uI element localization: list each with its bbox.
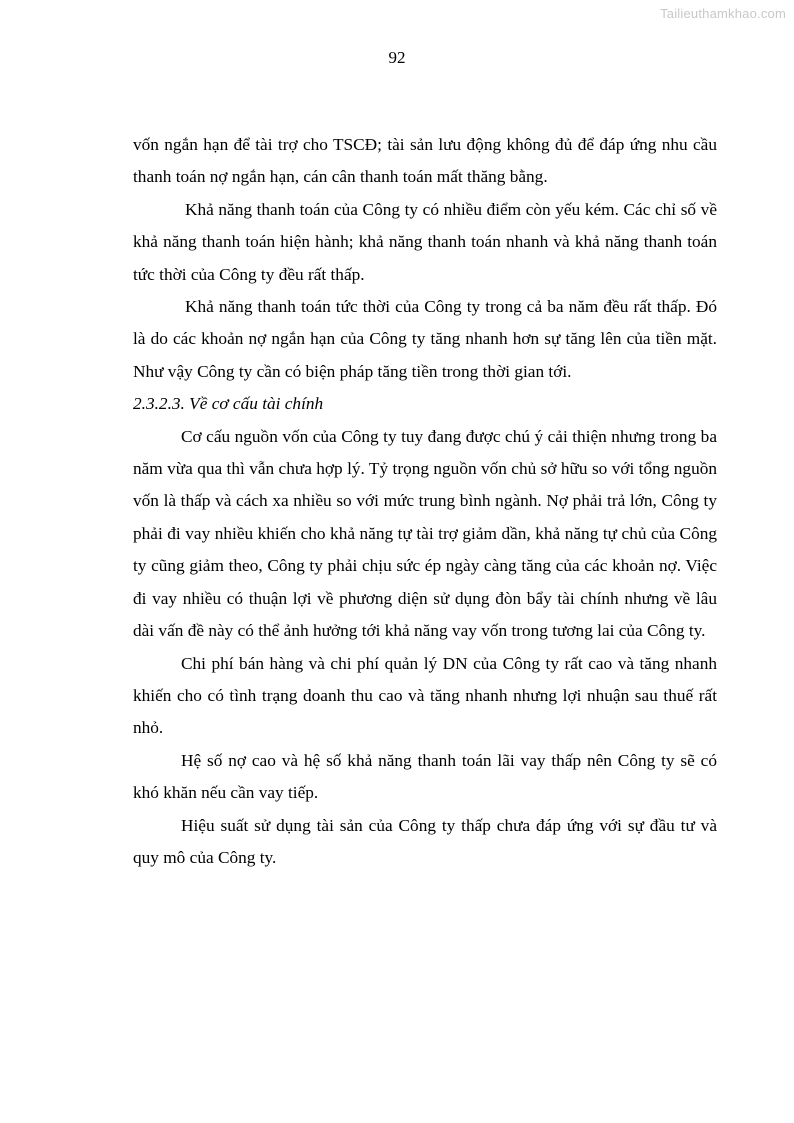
- paragraph-capital-structure: Cơ cấu nguồn vốn của Công ty tuy đang được chú ý cải thiện nhưng trong ba năm vừa qua thì vẫn chưa hợp lý. Tỷ trọng nguồn vốn chủ sở hữu so với tổng nguồn vốn là thấp và cách xa nhiều so với mức trung bình ngành. Nợ phải trả lớn, Công ty phải đi vay nhiều khiến cho khả năng tự tài trợ giảm dần, khả năng tự chủ của Công ty cũng giảm theo, Công ty phải chịu sức ép ngày càng tăng của các khoản nợ. Việc đi vay nhiều có thuận lợi về phương diện sử dụng đòn bẩy tài chính nhưng về lâu dài vấn đề này có thể ảnh hưởng tới khả năng vay vốn trong tương lai của Công ty.: [133, 426, 717, 641]
- document-body: [133, 129, 717, 874]
- paragraph-costs: Chi phí bán hàng và chi phí quản lý DN của Công ty rất cao và tăng nhanh khiến cho có tình trạng doanh thu cao và tăng nhanh nhưng lợi nhuận sau thuế rất nhỏ.: [133, 653, 717, 738]
- watermark: Tailieuthamkhao.com: [660, 6, 786, 21]
- paragraph-instant-liquidity: Khả năng thanh toán tức thời của Công ty trong cả ba năm đều rất thấp. Đó là do các khoản nợ ngắn hạn của Công ty tăng nhanh hơn sự tăng lên của tiền mặt. Như vậy Công ty cần có biện pháp tăng tiền trong thời gian tới.: [133, 297, 717, 381]
- section-heading: 2.3.2.3. Về cơ cấu tài chính: [133, 394, 324, 414]
- paragraph-continuation: vốn ngắn hạn để tài trợ cho TSCĐ; tài sản lưu động không đủ để đáp ứng nhu cầu thanh toán nợ ngắn hạn, cán cân thanh toán mất thăng bằng.: [133, 135, 717, 187]
- paragraph-debt-ratio: Hệ số nợ cao và hệ số khả năng thanh toán lãi vay thấp nên Công ty sẽ có khó khăn nếu cần vay tiếp.: [133, 750, 717, 803]
- paragraph-asset-efficiency: Hiệu suất sử dụng tài sản của Công ty thấp chưa đáp ứng với sự đầu tư và quy mô của Công ty.: [133, 815, 717, 867]
- page-number: 92: [388, 48, 406, 67]
- paragraph-liquidity-weakness: Khả năng thanh toán của Công ty có nhiều điểm còn yếu kém. Các chỉ số về khả năng thanh toán hiện hành; khả năng thanh toán nhanh và khả năng thanh toán tức thời của Công ty đều rất thấp.: [133, 199, 717, 284]
